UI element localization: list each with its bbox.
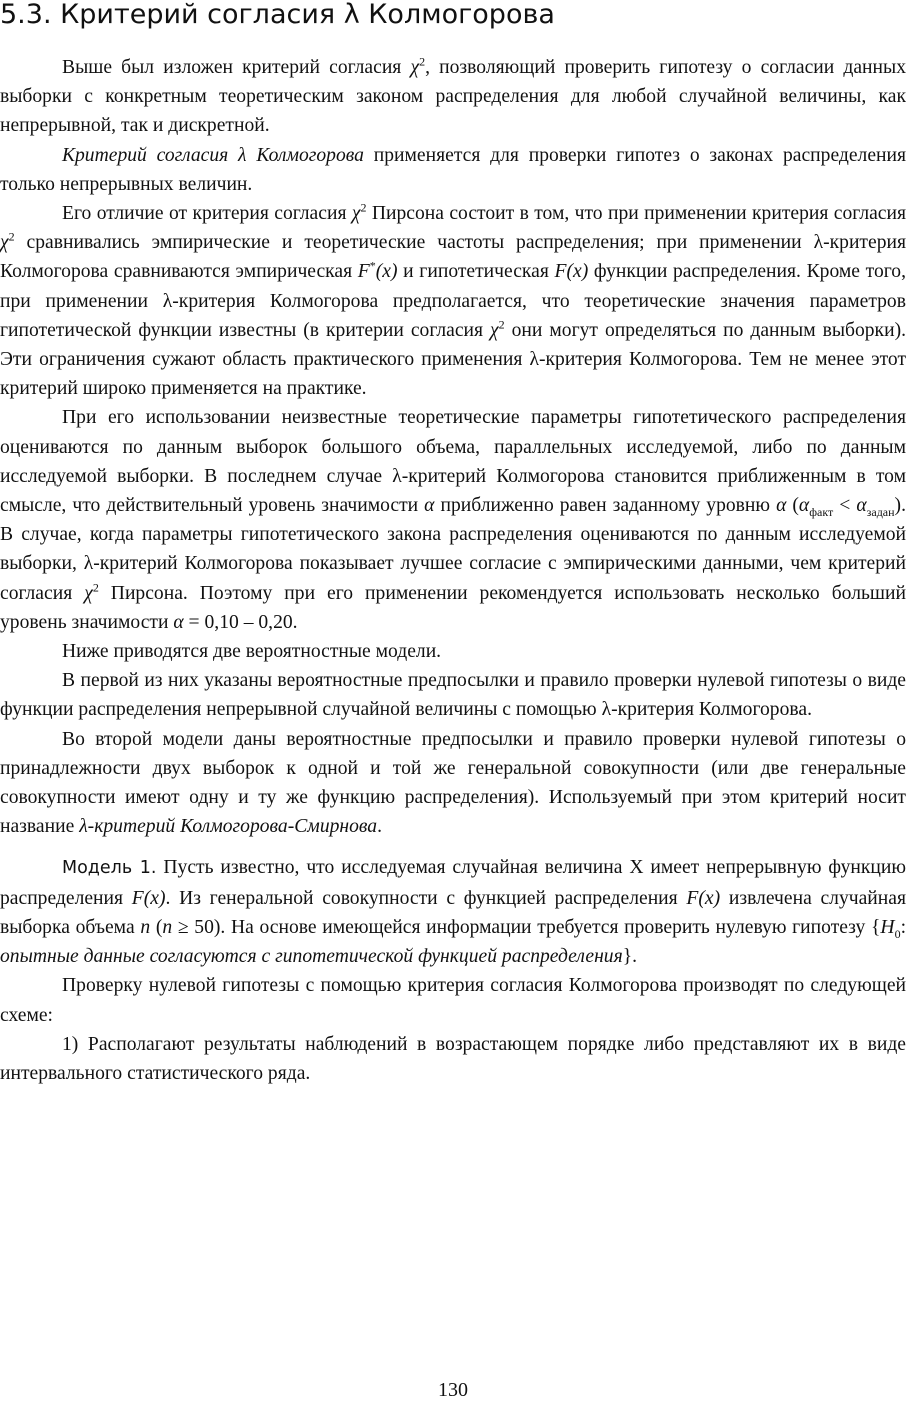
paragraph-9: Проверку нулевой гипотезы с помощью критерия согласия Колмогорова производят по следующей схеме: [0, 975, 906, 1026]
section-number: 5.3. [0, 0, 52, 30]
paragraph-2: Критерий согласия λ Колмогорова применяется для проверки гипотез о законах распределения только непрерывных величин. [0, 144, 906, 195]
term-kolmogorov: Критерий согласия λ Колмогорова [62, 144, 364, 166]
section-heading [0, 0, 555, 34]
paragraph-3: Его отличие от критерия согласия $\chi^2$ Пирсона состоит в том, что при применении критерия согласия $\chi^2$ сравнивались эмпирические и теоретические частоты распределения; при применении λ-критерия Колмогорова сравниваются эмпирическая F*(x) и гипотетическая F(x) функции распределения. Кроме того, при применении λ-критерия Колмогорова предполагается, что теоретические значения параметров гипотетической функции известны (в критерии согласия $\chi^2$ они могут определяться по данным выборки). Эти ограничения сужают область практического применения λ-критерия Колмогорова. Тем не менее этот критерий широко применяется на практике. [0, 200, 906, 400]
paragraph-1: Выше был изложен критерий согласия $\chi^2$, позволяющий проверить гипотезу о согласии данных выборки с конкретным теоретическим законом распределения для любой случайной величины, как непрерывной, так и дискретной. [0, 54, 906, 137]
term-kolmogorov-smirnov: λ-критерий Колмогорова-Смирнова [79, 816, 378, 838]
section-title: Критерий согласия λ Колмогорова [60, 0, 555, 30]
null-hypothesis: опытные данные согласуются с гипотетической функцией распределения [0, 946, 623, 968]
paragraph-model-1: Модель 1. Пусть известно, что исследуемая случайная величина X имеет непрерывную функцию распределения F(x). Из генеральной совокупности с функцией распределения F(x) извлечена случайная выборка объема n (n ≥ 50). На основе имеющейся информации требуется проверить нулевую гипотезу {$H_0$: опытные данные согласуются с гипотетической функцией распределения}. [0, 857, 906, 968]
paragraph-5: Ниже приводятся две вероятностные модели. [62, 641, 442, 663]
page-number: 130 [438, 1379, 468, 1401]
paragraph-step-1: 1) Располагают результаты наблюдений в возрастающем порядке либо представляют их в виде интервального статистического ряда. [0, 1033, 906, 1084]
model-label: Модель 1. [62, 858, 157, 879]
paragraph-6: В первой из них указаны вероятностные предпосылки и правило проверки нулевой гипотезы о виде функции распределения непрерывной случайной величины с помощью λ-критерия Колмогорова. [0, 670, 906, 721]
paragraph-4: При его использовании неизвестные теоретические параметры гипотетического распределения оцениваются по данным выборок большого объема, параллельных исследуемой, либо по данным исследуемой выборки. В последнем случае λ-критерий Колмогорова становится приближенным в том смысле, что действительный уровень значимости α приближенно равен заданному уровню α $(\alpha_{факт} < \alpha_{задан})$. В случае, когда параметры гипотетического закона распределения оцениваются по данным исследуемой выборки, λ-критерий Колмогорова показывает лучшее согласие с эмпирическими данными, чем критерий согласия $\chi^2$ Пирсона. Поэтому при его применении рекомендуется использовать несколько больший уровень значимости α = 0,10 – 0,20. [0, 407, 906, 633]
paragraph-7: Во второй модели даны вероятностные предпосылки и правило проверки нулевой гипотезы о принадлежности двух выборок к одной и той же генеральной совокупности (или две генеральные совокупности имеют одну и ту же функцию распределения). Используемый при этом критерий носит название λ-критерий Колмогорова-Смирнова. [0, 728, 906, 838]
body-text [0, 53, 906, 1088]
